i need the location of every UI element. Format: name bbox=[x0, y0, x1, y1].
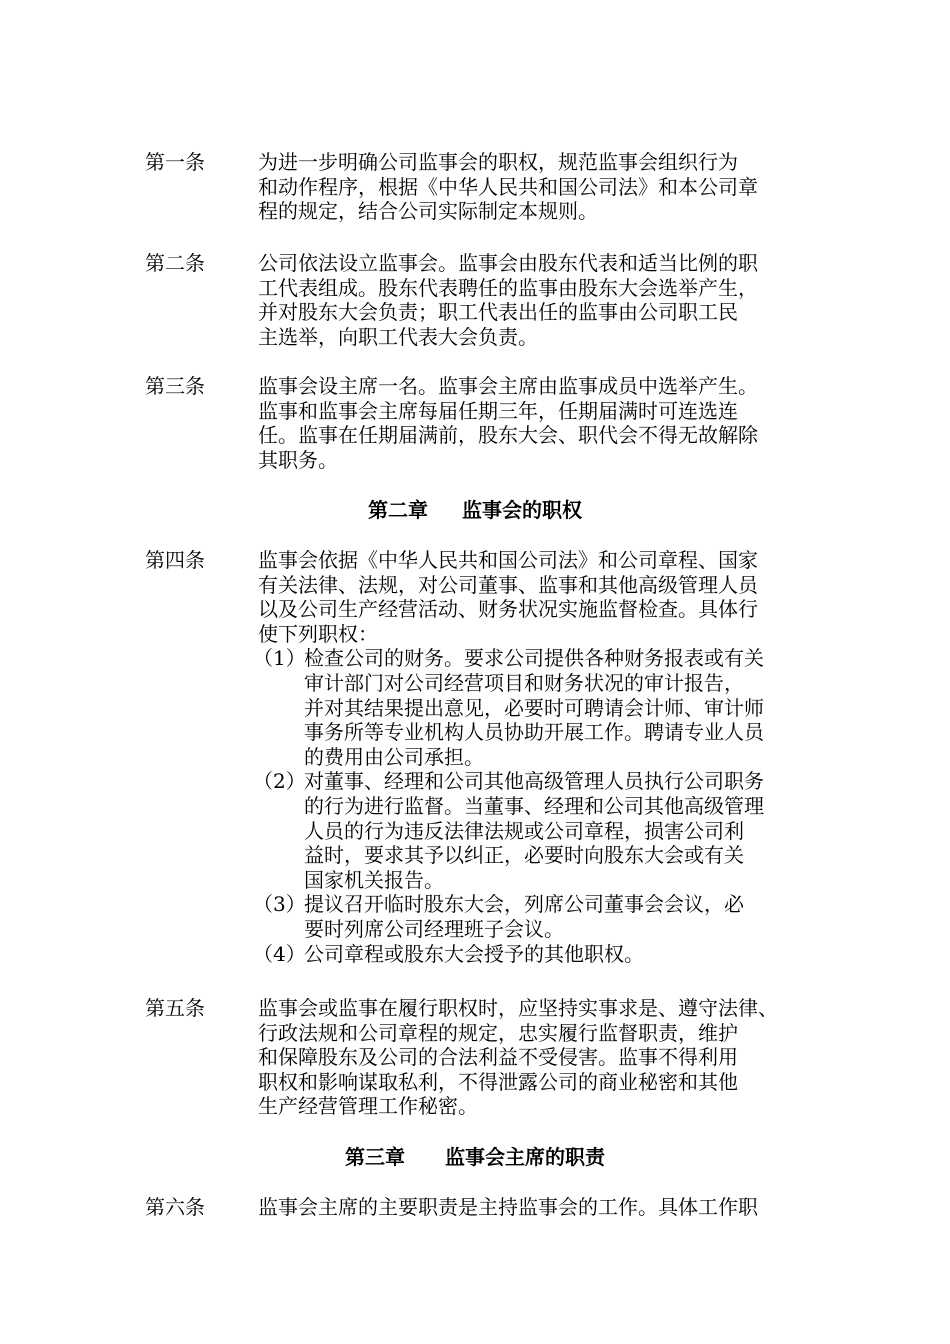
text-line: 事务所等专业机构人员协助开展工作。聘请专业人员 bbox=[304, 720, 764, 745]
text-line: 要时列席公司经理班子会议。 bbox=[304, 916, 564, 941]
text-line: 公司依法设立监事会。监事会由股东代表和适当比例的职 bbox=[258, 251, 758, 275]
text-line: 监事会依据《中华人民共和国公司法》和公司章程、国家 bbox=[258, 548, 758, 572]
list-item-number: （4） bbox=[253, 941, 306, 966]
text-line: 为进一步明确公司监事会的职权，规范监事会组织行为 bbox=[258, 150, 738, 174]
text-line: 检查公司的财务。要求公司提供各种财务报表或有关 bbox=[304, 646, 764, 671]
list-item-number: （2） bbox=[253, 769, 306, 794]
text-line: 和保障股东及公司的合法利益不受侵害。监事不得利用 bbox=[258, 1045, 738, 1070]
text-line: 的行为进行监督。当董事、经理和公司其他高级管理 bbox=[304, 793, 764, 818]
article-body bbox=[258, 374, 818, 472]
list-item bbox=[253, 769, 818, 892]
article-label: 第二条 bbox=[145, 251, 205, 275]
text-line: 的费用由公司承担。 bbox=[304, 744, 484, 769]
text-line: 程的规定，结合公司实际制定本规则。 bbox=[258, 199, 598, 224]
article-body bbox=[258, 996, 818, 1119]
list-item bbox=[253, 646, 818, 769]
article-body bbox=[258, 150, 818, 224]
article-label: 第六条 bbox=[145, 1195, 205, 1219]
list-item-number: （3） bbox=[253, 892, 306, 917]
article-body bbox=[258, 251, 818, 349]
text-line: 并对股东大会负责；职工代表出任的监事由公司职工民 bbox=[258, 300, 738, 325]
text-line: 对董事、经理和公司其他高级管理人员执行公司职务 bbox=[304, 769, 764, 794]
article-label: 第一条 bbox=[145, 150, 205, 174]
text-line: 主选举，向职工代表大会负责。 bbox=[258, 324, 538, 349]
article-label: 第三条 bbox=[145, 374, 205, 398]
text-line: 使下列职权： bbox=[258, 621, 378, 646]
text-line: 提议召开临时股东大会，列席公司董事会会议，必 bbox=[304, 892, 744, 917]
chapter-title: 监事会的职权 bbox=[462, 498, 582, 522]
article-body bbox=[253, 548, 818, 966]
text-line: 并对其结果提出意见，必要时可聘请会计师、审计师 bbox=[304, 695, 764, 720]
text-line: 监事会主席的主要职责是主持监事会的工作。具体工作职 bbox=[258, 1195, 758, 1219]
text-line: 监事会设主席一名。监事会主席由监事成员中选举产生。 bbox=[258, 374, 758, 398]
text-line: 监事和监事会主席每届任期三年，任期届满时可连选连 bbox=[258, 398, 738, 423]
text-line: 益时，要求其予以纠正，必要时向股东大会或有关 bbox=[304, 843, 744, 868]
list-item bbox=[253, 892, 818, 941]
text-line: 人员的行为违反法律法规或公司章程，损害公司利 bbox=[304, 818, 744, 843]
text-line: 职权和影响谋取私利，不得泄露公司的商业秘密和其他 bbox=[258, 1069, 738, 1094]
text-line: 监事会或监事在履行职权时，应坚持实事求是、遵守法律、 bbox=[258, 996, 778, 1020]
chapter-title: 监事会主席的职责 bbox=[445, 1145, 605, 1169]
text-line: 审计部门对公司经营项目和财务状况的审计报告， bbox=[304, 670, 744, 695]
text-line: 和动作程序，根据《中华人民共和国公司法》和本公司章 bbox=[258, 174, 758, 199]
chapter-heading-3 bbox=[0, 1144, 950, 1170]
list-item-number: （1） bbox=[253, 646, 306, 671]
text-line: 有关法律、法规，对公司董事、监事和其他高级管理人员 bbox=[258, 572, 758, 597]
article-label: 第四条 bbox=[145, 548, 205, 572]
text-line: 生产经营管理工作秘密。 bbox=[258, 1094, 478, 1119]
chapter-number: 第二章 bbox=[368, 498, 428, 522]
article-body bbox=[258, 1195, 818, 1220]
text-line: 公司章程或股东大会授予的其他职权。 bbox=[304, 941, 644, 966]
text-line: 工代表组成。股东代表聘任的监事由股东大会选举产生， bbox=[258, 275, 758, 300]
text-line: 任。监事在任期届满前，股东大会、职代会不得无故解除 bbox=[258, 423, 758, 448]
text-line: 行政法规和公司章程的规定，忠实履行监督职责，维护 bbox=[258, 1020, 738, 1045]
text-line: 以及公司生产经营活动、财务状况实施监督检查。具体行 bbox=[258, 597, 758, 622]
chapter-heading-2 bbox=[0, 497, 950, 523]
chapter-number: 第三章 bbox=[345, 1145, 405, 1169]
text-line: 其职务。 bbox=[258, 447, 338, 472]
text-line: 国家机关报告。 bbox=[304, 867, 444, 892]
list-item bbox=[253, 941, 818, 967]
article-label: 第五条 bbox=[145, 996, 205, 1020]
